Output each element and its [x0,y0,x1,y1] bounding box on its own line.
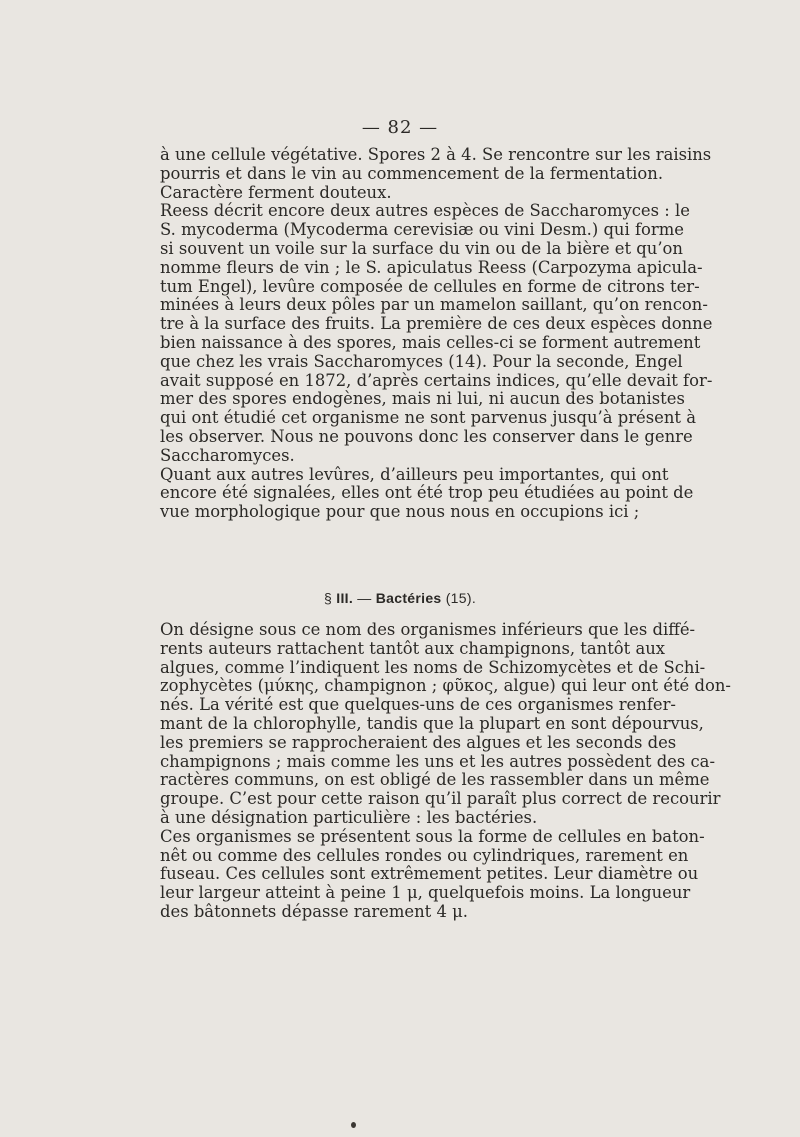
text-line: vue morphologique pour que nous nous en occupions ici ; [160,502,640,522]
text-line: pourris et dans le vin au commencement de la fermentation. [160,163,664,183]
text-line: rents auteurs rattachent tantôt aux champignons, tantôt aux [160,638,666,658]
text-line: champignons ; mais comme les uns et les autres possèdent des ca- [160,751,715,771]
text-line: à une cellule végétative. Spores 2 à 4. Se rencontre sur les raisins [160,145,712,164]
section-note: (15). [445,590,477,606]
text-line: algues, comme l’indiquent les noms de Schizomycètes et de Schi- [160,657,706,677]
text-line: nêt ou comme des cellules rondes ou cylindriques, rarement en [160,845,689,865]
text-line: Saccharomyces. [160,445,295,465]
text-line: Ces organismes se présentent sous la forme de cellules en baton- [160,826,705,846]
text-line: Quant aux autres levûres, d’ailleurs peu importantes, qui ont [160,464,669,484]
text-line: les observer. Nous ne pouvons donc les conserver dans le genre [160,426,693,446]
text-line: tum Engel), levûre composée de cellules en forme de citrons ter- [160,276,700,296]
text-line: avait supposé en 1872, d’après certains indices, qu’elle devait for- [160,370,713,390]
text-line: leur largeur atteint à peine 1 μ, quelquefois moins. La longueur [160,883,691,903]
text-line: des bâtonnets dépasse rarement 4 μ. [160,901,468,921]
text-line: On désigne sous ce nom des organismes inférieurs que les diffé- [160,620,696,639]
text-line: zophycètes (μύκης, champignon ; φῦκος, algue) qui leur ont été don- [160,676,731,696]
text-line: fuseau. Ces cellules sont extrêmement petites. Leur diamètre ou [160,864,699,884]
section-roman-numeral: III. [336,590,354,606]
section-heading [0,590,800,606]
text-line: encore été signalées, elles ont été trop peu étudiées au point de [160,483,694,503]
text-line: mer des spores endogènes, mais ni lui, ni aucun des botanistes [160,389,685,409]
text-line: mant de la chlorophylle, tandis que la plupart en sont dépourvus, [160,713,704,733]
text-line: nés. La vérité est que quelques-uns de ces organismes renfer- [160,695,676,715]
text-line: qui ont étudié cet organisme ne sont parvenus jusqu’à présent à [160,408,696,428]
ink-mark [351,1122,356,1128]
text-line: S. mycoderma (Mycoderma cerevisiæ ou vini Desm.) qui forme [160,220,684,240]
text-line: groupe. C’est pour cette raison qu’il paraît plus correct de recourir [160,789,721,809]
text-line: bien naissance à des spores, mais celles-ci se forment autrement [160,332,701,352]
section-dash: — [357,590,372,606]
bottom-text-block [160,620,731,922]
text-line: les premiers se rapprocheraient des algues et les seconds des [160,732,677,752]
text-line: si souvent un voile sur la surface du vin ou de la bière et qu’on [160,238,683,258]
text-line: que chez les vrais Saccharomyces (14). Pour la seconde, Engel [160,351,683,371]
text-line: ractères communs, on est obligé de les rassembler dans un même [160,770,710,790]
text-line: Reess décrit encore deux autres espèces de Saccharomyces : le [160,201,690,221]
text-line: à une désignation particulière : les bactéries. [160,807,538,827]
section-symbol: § [323,590,333,606]
text-line: tre à la surface des fruits. La première de ces deux espèces donne [160,314,713,334]
top-text-block [160,145,713,522]
page-number: — 82 — [361,117,439,138]
text-line: minées à leurs deux pôles par un mamelon saillant, qu’on rencon- [160,295,708,315]
text-line: Caractère ferment douteux. [160,182,392,202]
section-title: Bactéries [375,590,442,606]
text-line: nomme fleurs de vin ; le S. apiculatus Reess (Carpozyma apicula- [160,257,703,277]
